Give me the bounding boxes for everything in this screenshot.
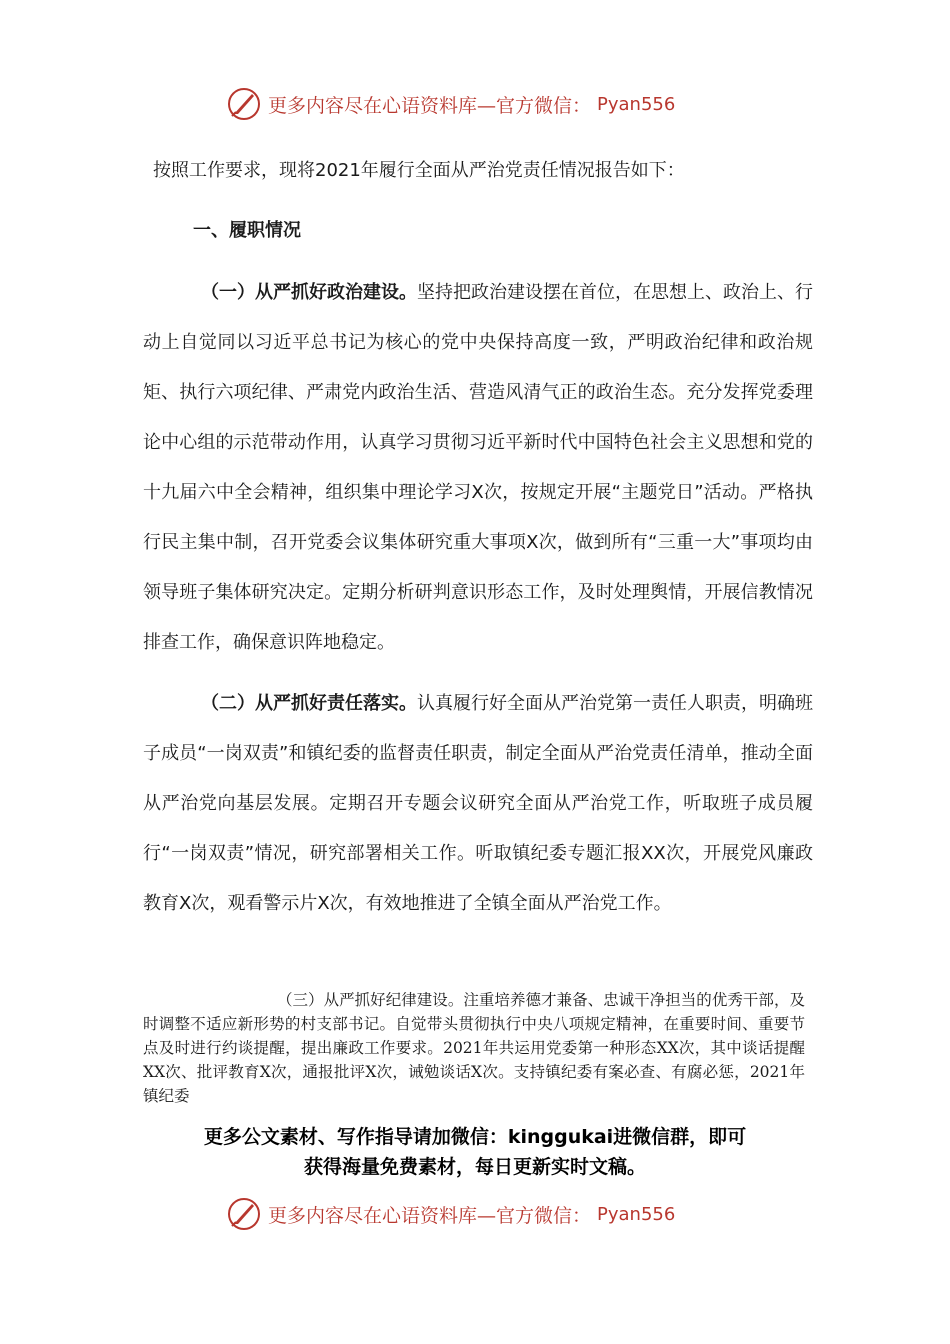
promo-line-2: 获得海量免费素材，每日更新实时文稿。: [303, 1156, 646, 1178]
footer-banner-text: 更多内容尽在心语资料库—官方微信：: [268, 1204, 592, 1227]
paragraph-lead: （二）从严抓好责任落实。: [201, 693, 417, 714]
header-banner: [226, 84, 675, 124]
intro-text: 按照工作要求，现将2021年履行全面从严治党责任情况报告如下：: [153, 160, 685, 181]
promo-text: [120, 1122, 830, 1182]
paragraph-body: 坚持把政治建设摆在首位，在思想上、政治上、行动上自觉同以习近平总书记为核心的党中央保持高度一致，严明政治纪律和政治规矩、执行六项纪律、严肃党内政治生活、营造风清气正的政治生态。充分发挥党委理论中心组的示范带动作用，认真学习贯彻习近平新时代中国特色社会主义思想和党的十九届六中全会精神，组织集中理论学习X次，按规定开展“主题党日”活动。严格执行民主集中制，召开党委会议集体研究重大事项X次，做到所有“三重一大”事项均由领导班子集体研究决定。定期分析研判意识形态工作，及时处理舆情，开展信教情况排查工作，确保意识阵地稳定。: [143, 282, 813, 653]
promo-line-1: 更多公文素材、写作指导请加微信：kinggukai进微信群，即可: [203, 1126, 747, 1148]
paragraph-body: 认真履行好全面从严治党第一责任人职责，明确班子成员“一岗双责”和镇纪委的监督责任职责，制定全面从严治党责任清单，推动全面从严治党向基层发展。定期召开专题会议研究全面从严治党工作，听取班子成员履行“一岗双责”情况，研究部署相关工作。听取镇纪委专题汇报XX次，开展党风廉政教育X次，观看警示片X次，有效地推进了全镇全面从严治党工作。: [143, 693, 813, 914]
paragraph-political-construction: [143, 268, 813, 668]
paragraph-lead: （一）从严抓好政治建设。: [201, 282, 417, 303]
quill-pen-logo-icon: [226, 1196, 262, 1232]
paragraph-responsibility: [143, 679, 813, 929]
quill-pen-logo-icon: [226, 86, 262, 122]
section-heading: 一、履职情况: [193, 220, 301, 241]
paragraph-discipline: （三）从严抓好纪律建设。注重培养德才兼备、忠诚干净担当的优秀干部，及时调整不适应新形势的村支部书记。自觉带头贯彻执行中央八项规定精神，在重要时间、重要节点及时进行约谈提醒，提出廉政工作要求。2021年共运用党委第一种形态XX次，其中谈话提醒XX次、批评教育X次，通报批评X次，诫勉谈话X次。支持镇纪委有案必查、有腐必惩，2021年镇纪委: [143, 991, 805, 1105]
footer-banner: [226, 1194, 675, 1234]
header-banner-wechat-id: Pyan556: [597, 93, 676, 115]
header-banner-text: 更多内容尽在心语资料库—官方微信：: [268, 94, 592, 117]
footer-banner-wechat-id: Pyan556: [597, 1203, 676, 1225]
